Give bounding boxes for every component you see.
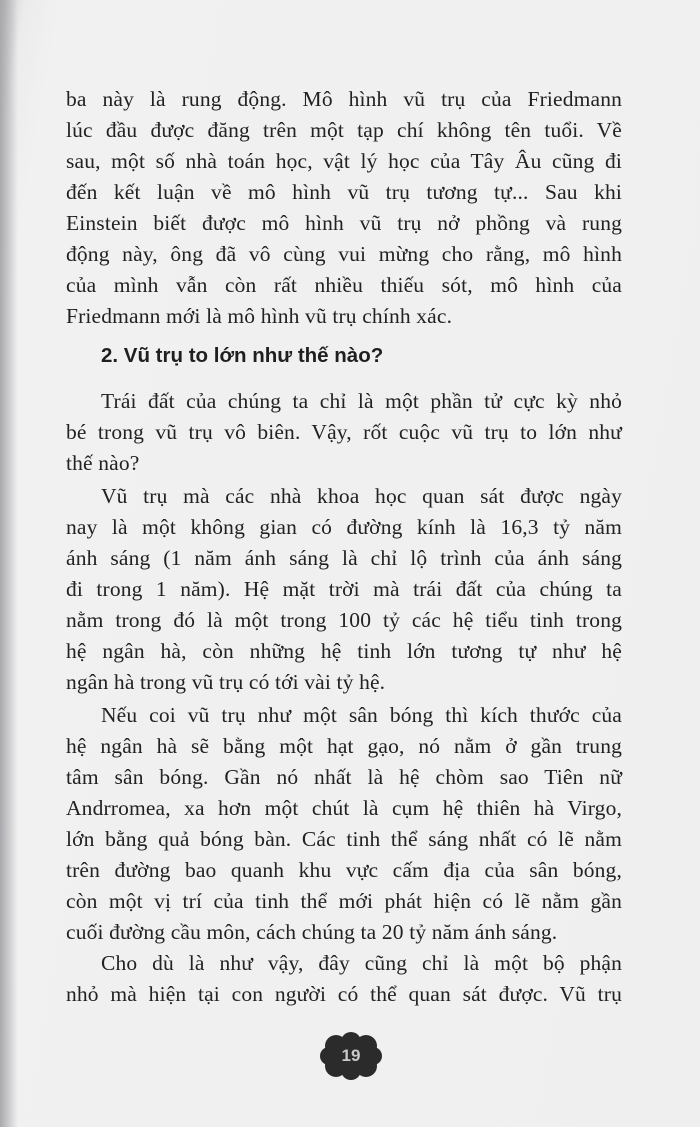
- text-line: Vũ trụ mà các nhà khoa học quan sát được ngày: [101, 484, 622, 508]
- text-line: cuối đường cầu môn, cách chúng ta 20 tỷ năm ánh sáng.: [66, 920, 558, 944]
- text-line: hệ ngân hà sẽ bằng một hạt gạo, nó nằm ở gần trung: [66, 734, 622, 758]
- text-line: nằm trong đó là một trong 100 tỷ các hệ tiểu tinh trong: [66, 608, 622, 632]
- text-line: đến kết luận về mô hình vũ trụ tương tự... Sau khi: [66, 180, 622, 204]
- spine-shadow: [0, 0, 18, 1127]
- text-line: lúc đầu được đăng trên một tạp chí không tên tuổi. Về: [66, 118, 622, 142]
- text-line: còn một vị trí của tinh thể mới phát hiện có lẽ nằm gần: [66, 889, 622, 913]
- text-line: Cho dù là như vậy, đây cũng chỉ là một bộ phận: [101, 951, 622, 975]
- text-line: hệ ngân hà, còn những hệ tinh lớn tương tự như hệ: [66, 639, 622, 663]
- text-line: trên đường bao quanh khu vực cấm địa của sân bóng,: [66, 858, 622, 882]
- text-line: ba này là rung động. Mô hình vũ trụ của Friedmann: [66, 87, 622, 111]
- text-line: lớn bằng quả bóng bàn. Các tinh thể sáng nhất có lẽ nằm: [66, 827, 622, 851]
- section-heading: 2. Vũ trụ to lớn như thế nào?: [101, 344, 384, 367]
- text-line: Nếu coi vũ trụ như một sân bóng thì kích thước của: [101, 703, 622, 727]
- text-line: thế nào?: [66, 451, 140, 475]
- text-line: sau, một số nhà toán học, vật lý học của Tây Âu cũng đi: [66, 149, 622, 173]
- text-line: đi trong 1 năm). Hệ mặt trời mà trái đất của chúng ta: [66, 577, 622, 601]
- text-line: Friedmann mới là mô hình vũ trụ chính xác.: [66, 304, 453, 328]
- text-line: nay là một không gian có đường kính là 16,3 tỷ năm: [66, 515, 622, 539]
- page-number: 19: [341, 1046, 361, 1065]
- text-line: nhỏ mà hiện tại con người có thể quan sát được. Vũ trụ: [66, 982, 622, 1006]
- text-line: ngân hà trong vũ trụ có tới vài tỷ hệ.: [66, 670, 386, 694]
- text-line: Andrromea, xa hơn một chút là cụm hệ thiên hà Virgo,: [66, 796, 622, 820]
- text-line: Trái đất của chúng ta chỉ là một phần tử cực kỳ nhỏ: [101, 389, 622, 413]
- text-line: động này, ông đã vô cùng vui mừng cho rằng, mô hình: [66, 242, 622, 266]
- text-line: của mình vẫn còn rất nhiều thiếu sót, mô hình của: [66, 273, 622, 297]
- text-line: bé trong vũ trụ vô biên. Vậy, rốt cuộc vũ trụ to lớn như: [66, 420, 622, 444]
- text-line: Einstein biết được mô hình vũ trụ nở phồng và rung: [66, 211, 622, 235]
- page-number-badge: [318, 1032, 384, 1080]
- text-line: tâm sân bóng. Gần nó nhất là hệ chòm sao Tiên nữ: [66, 765, 622, 789]
- text-line: ánh sáng (1 năm ánh sáng là chỉ lộ trình của ánh sáng: [66, 546, 622, 570]
